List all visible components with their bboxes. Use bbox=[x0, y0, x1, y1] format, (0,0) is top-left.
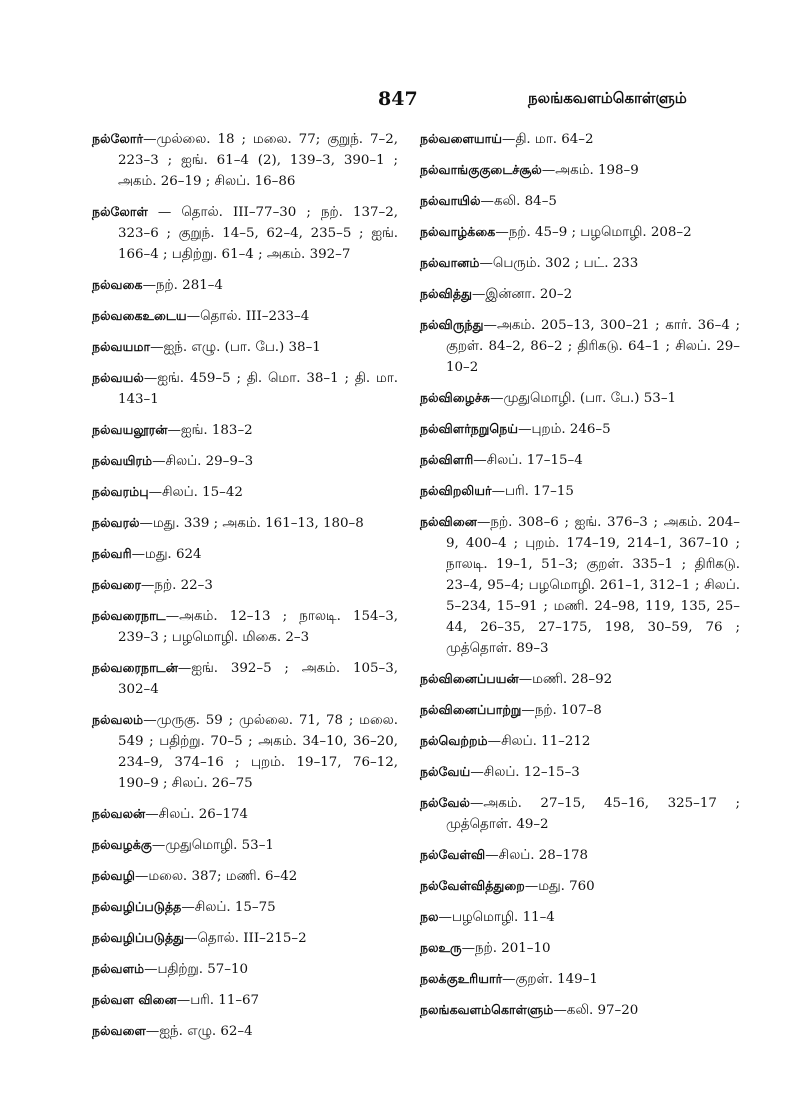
index-headword: நல்வாயில் bbox=[420, 193, 481, 208]
index-headword: நல்வினைப்பாற்று bbox=[420, 702, 522, 717]
index-entry bbox=[420, 283, 740, 305]
index-headword: நல்வேய் bbox=[420, 764, 471, 779]
index-references: —நற். 201–10 bbox=[461, 941, 551, 956]
index-headword: நலங்கவளம்கொள்ளும் bbox=[420, 1002, 554, 1017]
index-headword: நல்விளர்நறுநெய் bbox=[420, 421, 519, 436]
index-references: —முருகு. 59 ; முல்லை. 71, 78 ; மலை. 549 ; பதிற்று. 70–5 ; அகம். 34–10, 36–20, 234–9, 374–16 ; புறம். 19–17, 76–12, 190–9 ; சிலப். 26–75 bbox=[118, 713, 398, 791]
index-entry bbox=[92, 274, 398, 296]
index-headword: நல்வழிப்படுத்த bbox=[92, 899, 182, 914]
index-headword: நல்விளரி bbox=[420, 452, 474, 467]
index-references: —சிலப். 29–9–3 bbox=[152, 454, 254, 469]
index-headword: நல்வளையாய் bbox=[420, 131, 503, 146]
index-headword: நல்வயலூரன் bbox=[92, 422, 168, 437]
index-headword: நலக்குஉரியார் bbox=[420, 971, 503, 986]
index-entry bbox=[92, 574, 398, 596]
index-entry bbox=[92, 305, 398, 327]
index-entry bbox=[420, 906, 740, 928]
index-entry bbox=[92, 419, 398, 441]
index-headword: நல்வானம் bbox=[420, 255, 480, 270]
index-references: —நற். 22–3 bbox=[141, 578, 213, 593]
index-headword: நல்வித்து bbox=[420, 286, 472, 301]
index-references: —நற். 45–9 ; பழமொழி. 208–2 bbox=[495, 225, 692, 240]
index-references: —மது. 339 ; அகம். 161–13, 180–8 bbox=[139, 516, 364, 531]
index-entry bbox=[92, 336, 398, 358]
index-headword: நல்வேள்வித்துறை bbox=[420, 878, 525, 893]
index-entry bbox=[92, 657, 398, 700]
index-headword: நல்வெற்றம் bbox=[420, 733, 488, 748]
running-head: நலங்கவளம்கொள்ளும் bbox=[528, 89, 687, 107]
index-column-left bbox=[92, 128, 398, 1051]
index-entry bbox=[92, 896, 398, 918]
index-headword: நல்வயல் bbox=[92, 370, 144, 385]
index-headword: நல்விருந்து bbox=[420, 317, 484, 332]
index-references: —முதுமொழி. (பா. பே.) 53–1 bbox=[490, 391, 677, 406]
index-references: —மலை. 387; மணி. 6–42 bbox=[134, 869, 298, 884]
index-entry bbox=[92, 709, 398, 794]
index-headword: நல்வளை bbox=[92, 1023, 146, 1038]
index-entry bbox=[92, 927, 398, 949]
index-references: —அகம். 27–15, 45–16, 325–17 ; முத்தொள். 49–2 bbox=[446, 796, 740, 832]
index-headword: நலஉரு bbox=[420, 940, 462, 955]
index-headword: நல்வழிப்படுத்து bbox=[92, 930, 185, 945]
index-references: —மணி. 28–92 bbox=[518, 672, 613, 687]
index-references: —தொல். III–233–4 bbox=[186, 309, 310, 324]
index-references: —கலி. 84–5 bbox=[480, 194, 557, 209]
index-headword: நல்வரைநாட bbox=[92, 608, 166, 623]
index-entry bbox=[420, 730, 740, 752]
index-headword: நல்வரல் bbox=[92, 515, 140, 530]
index-references: — தொல். III–77–30 ; நற். 137–2, 323–6 ; குறுந். 14–5, 62–4, 235–5 ; ஐங். 166–4 ; பதிற்று. 61–4 ; அகம். 392–7 bbox=[118, 205, 398, 262]
index-references: —ஐந். எழு. 62–4 bbox=[145, 1024, 253, 1039]
index-references: —அகம். 12–13 ; நாலடி. 154–3, 239–3 ; பழமொழி. மிகை. 2–3 bbox=[118, 609, 398, 645]
index-entry bbox=[92, 605, 398, 648]
index-entry bbox=[92, 865, 398, 887]
index-references: —சிலப். 26–174 bbox=[145, 807, 249, 822]
index-headword: நல்வலம் bbox=[92, 712, 144, 727]
index-headword: நல்வரம்பு bbox=[92, 484, 149, 499]
index-headword: நல்லோர் bbox=[92, 131, 144, 146]
index-references: —சிலப். 12–15–3 bbox=[470, 765, 580, 780]
index-entry bbox=[420, 937, 740, 959]
index-references: —சிலப். 17–15–4 bbox=[473, 453, 583, 468]
index-references: —சிலப். 15–75 bbox=[181, 900, 276, 915]
index-headword: நல்வழி bbox=[92, 868, 135, 883]
index-references: —தொல். III–215–2 bbox=[184, 931, 307, 946]
index-headword: நல்வலன் bbox=[92, 806, 146, 821]
index-headword: நல்வள வினை bbox=[92, 992, 177, 1007]
index-references: —ஐங். 392–5 ; அகம். 105–3, 302–4 bbox=[118, 661, 398, 697]
index-references: —புறம். 246–5 bbox=[518, 422, 611, 437]
index-headword: நல்விழைச்சு bbox=[420, 390, 491, 405]
index-entry bbox=[420, 418, 740, 440]
index-headword: நல்வேள்வி bbox=[420, 847, 486, 862]
index-entry bbox=[420, 511, 740, 659]
index-references: —மது. 624 bbox=[131, 547, 202, 562]
index-headword: நல்வரைநாடன் bbox=[92, 660, 178, 675]
index-references: —அகம். 198–9 bbox=[541, 163, 639, 178]
index-entry bbox=[420, 699, 740, 721]
page-number: 847 bbox=[378, 88, 418, 110]
index-references: —அகம். 205–13, 300–21 ; கார். 36–4 ; குறள். 84–2, 86–2 ; திரிகடு. 64–1 ; சிலப். 29–10–2 bbox=[446, 318, 740, 375]
index-entry bbox=[420, 875, 740, 897]
index-entry bbox=[420, 968, 740, 990]
index-references: —சிலப். 11–212 bbox=[487, 734, 591, 749]
index-headword: நல்வகை bbox=[92, 277, 143, 292]
index-references: —நற். 281–4 bbox=[142, 278, 223, 293]
index-references: —இன்னா. 20–2 bbox=[472, 287, 573, 302]
index-entry bbox=[92, 128, 398, 192]
index-references: —பரி. 17–15 bbox=[491, 484, 574, 499]
index-entry bbox=[420, 190, 740, 212]
index-headword: நல்வாங்குகுடைச்சூல் bbox=[420, 162, 542, 177]
index-references: —சிலப். 28–178 bbox=[485, 848, 588, 863]
index-entry bbox=[92, 1020, 398, 1042]
index-headword: நல்விறலியர் bbox=[420, 483, 492, 498]
index-headword: நல்வகைஉடைய bbox=[92, 308, 187, 323]
index-headword: நல்வேல் bbox=[420, 795, 470, 810]
index-entry bbox=[92, 481, 398, 503]
index-entry bbox=[420, 159, 740, 181]
index-entry bbox=[420, 252, 740, 274]
index-entry bbox=[420, 761, 740, 783]
index-entry bbox=[92, 834, 398, 856]
index-headword: நல்வாழ்க்கை bbox=[420, 224, 496, 239]
index-references: —பரி. 11–67 bbox=[176, 993, 260, 1008]
index-entry bbox=[420, 792, 740, 835]
index-headword: நல்வினைப்பயன் bbox=[420, 671, 519, 686]
index-references: —தி. மா. 64–2 bbox=[502, 132, 594, 147]
index-entry bbox=[420, 387, 740, 409]
index-headword: நல்வரை bbox=[92, 577, 142, 592]
index-headword: நல்வயமா bbox=[92, 339, 151, 354]
index-entry bbox=[92, 989, 398, 1011]
index-references: —முல்லை. 18 ; மலை. 77; குறுந். 7–2, 223–3 ; ஐங். 61–4 (2), 139–3, 390–1 ; அகம். 26–19 ; சிலப். 16–86 bbox=[118, 132, 398, 189]
index-headword: நல்வளம் bbox=[92, 961, 145, 976]
index-entry bbox=[420, 128, 740, 150]
index-entry bbox=[92, 803, 398, 825]
index-headword: நல்வினை bbox=[420, 514, 477, 529]
index-references: —கலி. 97–20 bbox=[553, 1003, 639, 1018]
index-references: —ஐந். எழு. (பா. பே.) 38–1 bbox=[150, 340, 321, 355]
index-references: —ஐங். 459–5 ; தி. மொ. 38–1 ; தி. மா. 143–1 bbox=[118, 371, 398, 407]
index-entry bbox=[420, 668, 740, 690]
index-headword: நல்வழக்கு bbox=[92, 837, 152, 852]
index-references: —நற். 107–8 bbox=[521, 703, 602, 718]
index-entry bbox=[92, 958, 398, 980]
index-headword: நல்லோள் bbox=[92, 204, 148, 219]
index-entry bbox=[92, 201, 398, 265]
index-references: —மது. 760 bbox=[524, 879, 595, 894]
index-references: —பதிற்று. 57–10 bbox=[144, 962, 249, 977]
index-headword: நல bbox=[420, 909, 439, 924]
index-references: —சிலப். 15–42 bbox=[148, 485, 243, 500]
index-references: —நற். 308–6 ; ஐங். 376–3 ; அகம். 204–9, 400–4 ; புறம். 174–19, 214–1, 367–10 ; நாலடி. 19–1, 51–3; குறள். 335–1 ; திரிகடு. 23–4, 95–4; பழமொழி. 261–1, 312–1 ; சிலப். 5–234, 15–91 ; மணி. 24–98, 119, 135, 25–44, 26–35, 27–175, 198, 30–59, 76 ; முத்தொள். 89–3 bbox=[446, 515, 740, 656]
index-entry bbox=[420, 449, 740, 471]
index-entry bbox=[420, 314, 740, 378]
index-references: —குறள். 149–1 bbox=[502, 972, 598, 987]
index-headword: நல்வயிரம் bbox=[92, 453, 153, 468]
index-references: —பெரும். 302 ; பட். 233 bbox=[479, 256, 639, 271]
index-entry bbox=[420, 221, 740, 243]
index-entry bbox=[420, 999, 740, 1021]
index-references: —முதுமொழி. 53–1 bbox=[151, 838, 274, 853]
index-entry bbox=[92, 543, 398, 565]
index-entry bbox=[420, 480, 740, 502]
index-headword: நல்வரி bbox=[92, 546, 132, 561]
index-column-right bbox=[420, 128, 740, 1030]
index-entry bbox=[92, 450, 398, 472]
index-entry bbox=[92, 367, 398, 410]
index-references: —பழமொழி. 11–4 bbox=[438, 910, 555, 925]
index-references: —ஐங். 183–2 bbox=[167, 423, 253, 438]
index-entry bbox=[420, 844, 740, 866]
index-entry bbox=[92, 512, 398, 534]
